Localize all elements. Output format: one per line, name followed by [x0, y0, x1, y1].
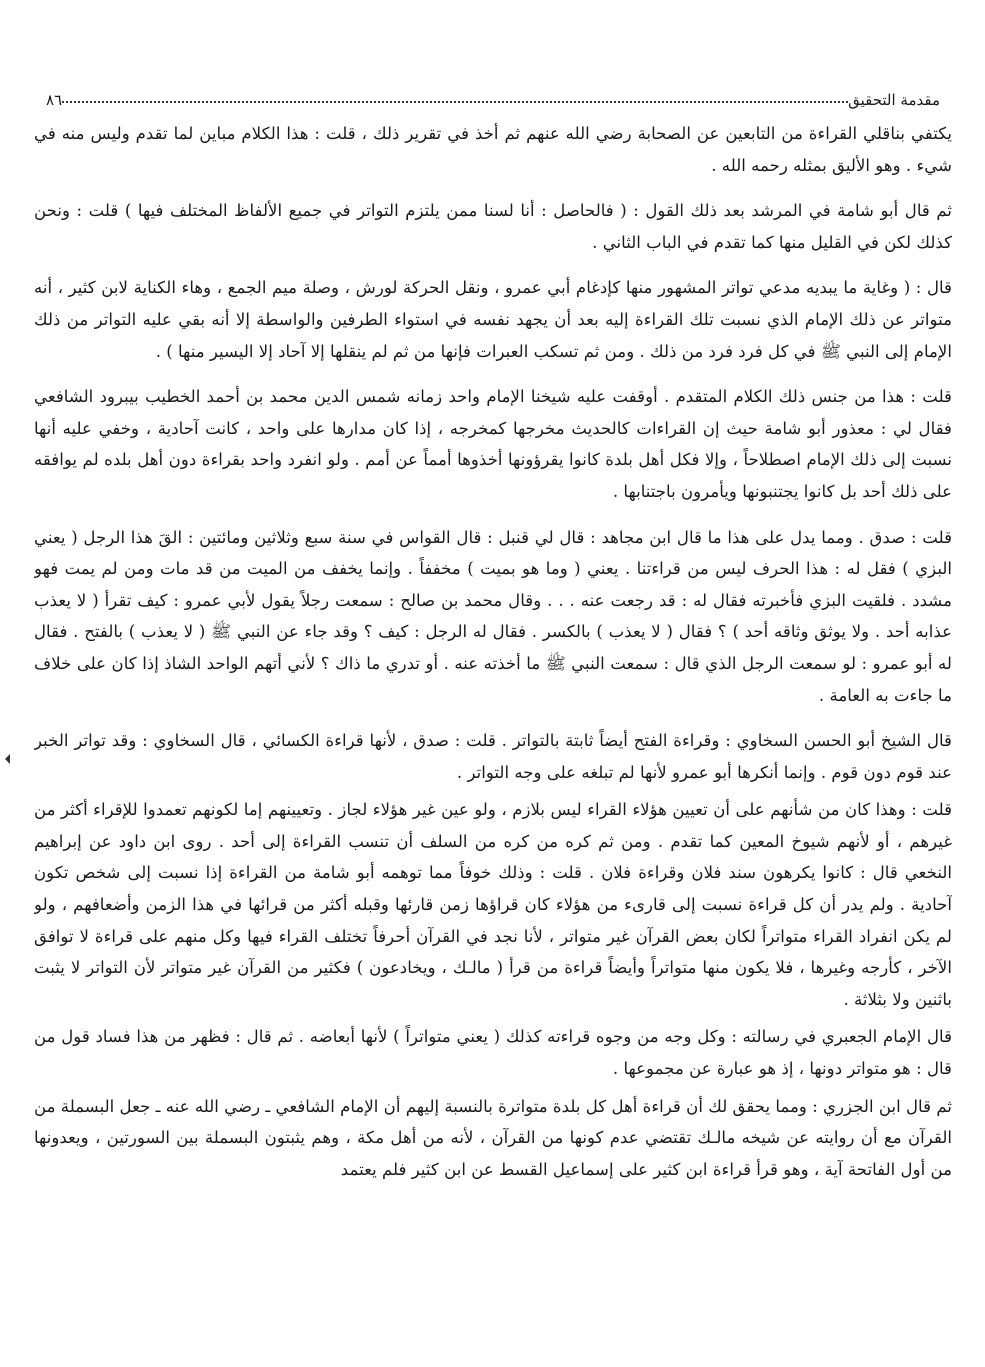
paragraph: قلت : وهذا كان من شأنهم على أن تعيين هؤلاء القراء ليس بلازم ، ولو عين غير هؤلاء لجاز . وتعيينهم إما لكونهم تعمدوا للإقراء أكثر من غيرهم ، أو لأنهم شيوخ المعين كما تقدم . ومن ثم كره من كره من السلف أن تنسب القراءة إلى أحد . روى ابن داود عن إبراهيم النخعي قال : كانوا يكرهون سند فلان وقراءة فلان . قلت : وذلك خوفاً مما توهمه أبو شامة من القراءة إذا نسبت إلى شخص تكون آحادية . ولم يدر أن كل قراءة نسبت إلى قارىء من هؤلاء كان قراؤها زمن قارئها وقبله أكثر من قرائها في هذا الزمن وأضعافهم ، ولو لم يكن انفراد القراء متواتراً لكان بعض القرآن غير متواتر ، لأنا نجد في القرآن أحرفاً تختلف القراء فيها وكل منهم على قراءة لا توافق الآخر ، كأرجه وغيرها ، فلا يكون منها متواتراً وأيضاً قراءة من قرأ ( مالـك ، ويخادعون ) فكثير من القرآن غير متواتر لأن التواتر لا يثبت باثنين ولا بثلاثة .	[34, 800, 952, 1009]
paragraph: قلت : صدق . ومما يدل على هذا ما قال ابن مجاهد : قال لي قنبل : قال القواس في سنة سبع وثلاثين ومائتين : القَ هذا الرجل ( يعني البزي ) فقل له : هذا الحرف ليس من قراءتنا . يعني ( وما هو بميت ) مخففاً . وإنما يخفف من الميت من قد مات ومن لم يمت فهو مشدد . فلقيت البزي فأخبرته فقال له : قد رجعت عنه . . . وقال محمد بن صالح : سمعت رجلاً يقول لأبي عمرو : كيف تقرأ ( لا يعذب عذابه أحد . ولا يوثق وثاقه أحد ) ؟ فقال ( لا يعذب ) بالكسر . فقال له الرجل : كيف ؟ وقد جاء عن النبي ﷺ ( لا يعذب ) بالفتح . فقال له أبو عمرو : لو سمعت الرجل الذي قال : سمعت النبي ﷺ ما أخذته عنه . أو تدري ما ذاك ؟ لأني أتهم الواحد الشاذ إذا كان على خلاف ما جاءت به العامة .	[34, 527, 952, 705]
paragraph: ثم قال ابن الجزري : ومما يحقق لك أن قراءة أهل كل بلدة متواترة بالنسبة إليهم أن الإمام الشافعي ـ رضي الله عنه ـ جعل البسملة من القرآن مع أن روايته عن شيخه مالـك تقتضي عدم كونها من القرآن ، لأنه من أهل مكة ، وهم يثبتون البسملة بين السورتين ، ويعدونها من أول الفاتحة آية ، وهو قرأ قراءة ابن كثير على إسماعيل القسط عن ابن كثير فلم يعتمد	[34, 1096, 952, 1179]
header-dot-leader	[62, 101, 848, 103]
body-text	[34, 118, 952, 1185]
paragraph: قال الشيخ أبو الحسن السخاوي : وقراءة الفتح أيضاً ثابتة بالتواتر . قلت : صدق ، لأنها قراءة الكسائي ، قال السخاوي : وقد تواتر الخبر عند قوم دون قوم . وإنما أنكرها أبو عمرو لأنها لم تبلغه على وجه التواتر .	[34, 731, 952, 782]
page-header	[34, 88, 952, 112]
paragraph: قال : ( وغاية ما يبديه مدعي تواتر المشهور منها كإدغام أبي عمرو ، ونقل الحركة لورش ، وصلة ميم الجمع ، وهاء الكناية لابن كثير ، أنه متواتر عن ذلك الإمام الذي نسبت تلك القراءة إليه بعد أن يجهد نفسه في استواء الطرفين والواسطة إلا أنه بقي عليه التواتر من ذلك الإمام إلى النبي ﷺ في كل فرد فرد من ذلك . ومن ثم تسكب العبرات فإنها من ثم لم ينقلها إلا آحاد إلا اليسير منها ) .	[34, 278, 952, 361]
paragraph: قلت : هذا من جنس ذلك الكلام المتقدم . أوقفت عليه شيخنا الإمام واحد زمانه شمس الدين محمد بن أحمد الخطيب بيبرود الشافعي فقال لي : معذور أبو شامة حيث إن القراءات كالحديث مخرجها كمخرجه ، إذا كان مدارها على واحد ، كانت آحادية ، وخفي عليه أنها نسبت إلى ذلك الإمام اصطلاحاً ، وإلا فكل أهل بلدة كانوا يقرؤونها أخذوها أمماً عن أمم . ولو انفرد واحد بقراءة دون أهل بلده لم يوافقه على ذلك أحد بل كانوا يجتنبونها ويأمرون باجتنابها .	[34, 387, 952, 501]
page-number: ٨٦	[46, 91, 63, 109]
running-title: مقدمة التحقيق	[848, 91, 940, 109]
margin-marker	[5, 754, 10, 764]
paragraph: يكتفي بناقلي القراءة من التابعين عن الصحابة رضي الله عنهم ثم أخذ في تقرير ذلك ، قلت : هذا الكلام مباين لما تقدم وليس منه في شيء . وهو الأليق بمثله رحمه الله .	[34, 124, 952, 175]
paragraph: ثم قال أبو شامة في المرشد بعد ذلك القول : ( فالحاصل : أنا لسنا ممن يلتزم التواتر في جميع الألفاظ المختلف فيها ) قلت : ونحن كذلك لكن في القليل منها كما تقدم في الباب الثاني .	[34, 201, 952, 252]
paragraph: قال الإمام الجعبري في رسالته : وكل وجه من وجوه قراءته كذلك ( يعني متواتراً ) لأنها أبعاضه . ثم قال : فظهر من هذا فساد قول من قال : هو متواتر دونها ، إذ هو عبارة عن مجموعها .	[34, 1027, 952, 1079]
document-page	[34, 88, 952, 1358]
